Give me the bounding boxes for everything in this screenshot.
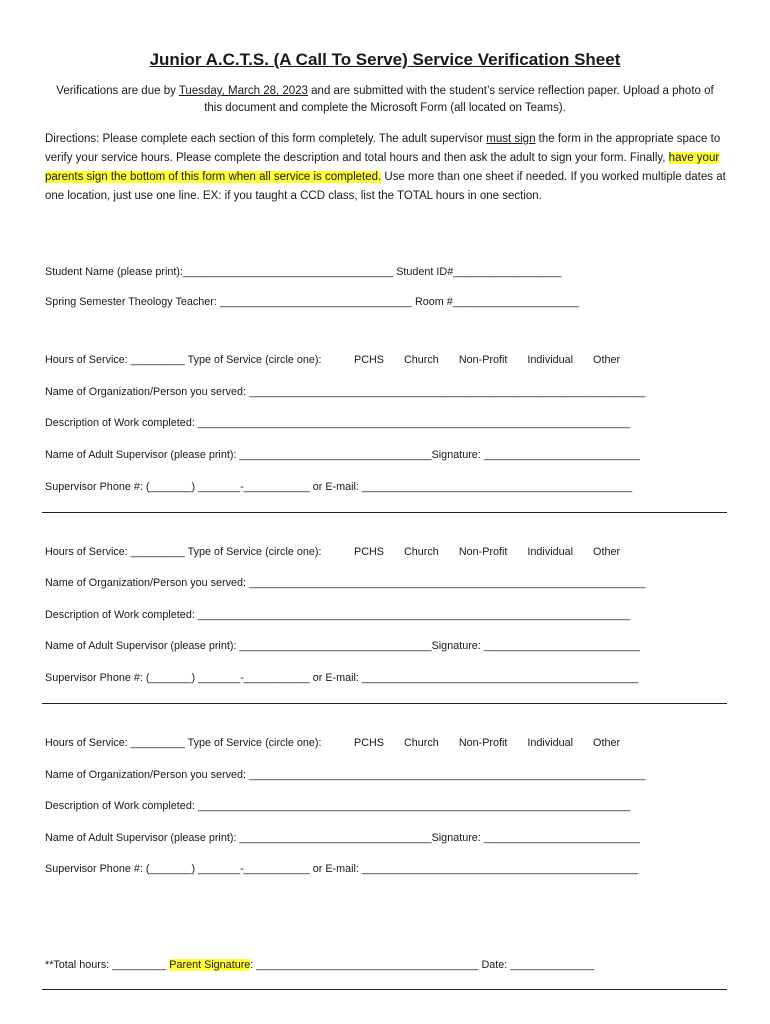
footer-divider [42, 989, 727, 990]
hours-of-service-field[interactable]: Hours of Service: _________ Type of Service (circle one): [45, 546, 322, 558]
must-sign-underlined: must sign [486, 133, 536, 145]
option-other[interactable]: Other [593, 546, 621, 558]
section-divider [42, 703, 727, 704]
work-description-field[interactable]: Description of Work completed: ________________________________________________________________________ [45, 417, 631, 429]
work-description-field[interactable]: Description of Work completed: ________________________________________________________________________ [45, 609, 631, 621]
page-title: Junior A.C.T.S. (A Call To Serve) Service Verification Sheet [149, 50, 621, 69]
organization-field[interactable]: Name of Organization/Person you served: __________________________________________________________________ [45, 577, 646, 589]
supervisor-name-signature-field[interactable]: Name of Adult Supervisor (please print): ________________________________Signature: __________________________ [45, 832, 640, 844]
intro-text [50, 83, 720, 117]
total-hours-parent-signature-line[interactable] [45, 959, 594, 971]
supervisor-name-signature-field[interactable]: Name of Adult Supervisor (please print): ________________________________Signature: __________________________ [45, 640, 640, 652]
option-church[interactable]: Church [404, 354, 439, 366]
option-church[interactable]: Church [404, 546, 439, 558]
total-hours-field[interactable]: **Total hours: _________ [45, 959, 170, 971]
option-church[interactable]: Church [404, 737, 439, 749]
hours-of-service-field[interactable]: Hours of Service: _________ Type of Service (circle one): [45, 737, 322, 749]
work-description-field[interactable]: Description of Work completed: ________________________________________________________________________ [45, 800, 631, 812]
option-individual[interactable]: Individual [527, 546, 574, 558]
section-divider [42, 512, 727, 513]
option-individual[interactable]: Individual [527, 737, 574, 749]
option-other[interactable]: Other [593, 737, 621, 749]
option-non-profit[interactable]: Non-Profit [458, 546, 508, 558]
student-name-field[interactable]: Student Name (please print):___________________________________ Student ID#__________________ [45, 266, 562, 278]
intro-suffix: and are submitted with the student’s service reflection paper. Upload a photo of this document and complete the Microsoft Form (all located on Teams). [204, 85, 714, 114]
theology-teacher-field[interactable]: Spring Semester Theology Teacher: ________________________________ Room #_____________________ [45, 296, 579, 308]
organization-field[interactable]: Name of Organization/Person you served: __________________________________________________________________ [45, 769, 646, 781]
directions-text [45, 130, 730, 206]
option-other[interactable]: Other [593, 354, 621, 366]
supervisor-phone-email-field[interactable]: Supervisor Phone #: (_______) _______-___________ or E-mail: ______________________________________________ [45, 863, 639, 875]
service-type-options [354, 546, 640, 558]
parent-signature-label: Parent Signature [169, 959, 251, 971]
directions-part-1: Directions: Please complete each section of this form completely. The adult supervisor [45, 133, 487, 145]
service-type-options [354, 354, 640, 366]
option-non-profit[interactable]: Non-Profit [458, 737, 508, 749]
option-pchs[interactable]: PCHS [354, 354, 384, 366]
option-pchs[interactable]: PCHS [354, 737, 384, 749]
directions-part-2: the form in the appropriate space to verify your service hours. Please complete the description and total hours and then ask the adult to sign your form. Finally, [45, 133, 721, 164]
organization-field[interactable]: Name of Organization/Person you served: __________________________________________________________________ [45, 386, 646, 398]
option-pchs[interactable]: PCHS [354, 546, 384, 558]
supervisor-phone-email-field[interactable]: Supervisor Phone #: (_______) _______-___________ or E-mail: _____________________________________________ [45, 481, 633, 493]
parent-sign-highlight: have your parents sign the bottom of this form when all service is completed. [45, 152, 720, 183]
directions-part-3: Use more than one sheet if needed. If you worked multiple dates at one location, just use one line. EX: if you taught a CCD class, list the TOTAL hours in one section. [45, 171, 726, 202]
option-non-profit[interactable]: Non-Profit [458, 354, 508, 366]
intro-prefix: Verifications are due by [56, 85, 179, 97]
supervisor-phone-email-field[interactable]: Supervisor Phone #: (_______) _______-___________ or E-mail: ______________________________________________ [45, 672, 639, 684]
parent-signature-date-field[interactable]: : _____________________________________ Date: ______________ [250, 959, 595, 971]
due-date: Tuesday, March 28, 2023 [178, 85, 308, 97]
hours-of-service-field[interactable]: Hours of Service: _________ Type of Service (circle one): [45, 354, 322, 366]
option-individual[interactable]: Individual [527, 354, 574, 366]
service-type-options [354, 737, 640, 749]
supervisor-name-signature-field[interactable]: Name of Adult Supervisor (please print): ________________________________Signature: __________________________ [45, 449, 640, 461]
